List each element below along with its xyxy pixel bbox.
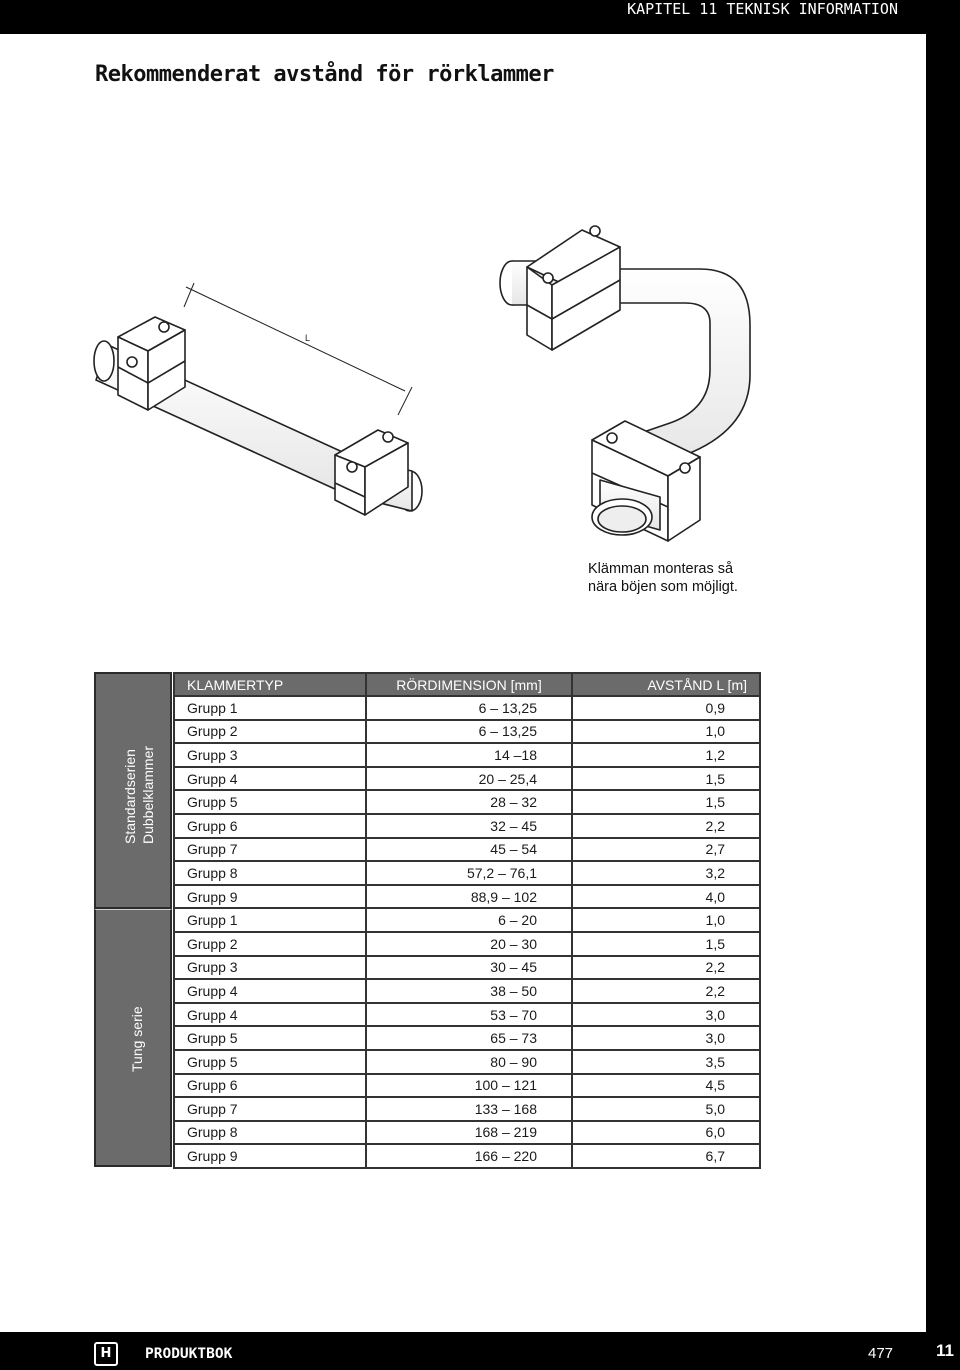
cell-pipe-dimension: 6 – 20 [366, 908, 572, 932]
cell-distance: 0,9 [572, 696, 760, 720]
cell-distance: 3,0 [572, 1026, 760, 1050]
cell-distance: 1,0 [572, 720, 760, 744]
cell-distance: 3,5 [572, 1050, 760, 1074]
cell-distance: 1,5 [572, 932, 760, 956]
table-row [174, 932, 760, 956]
table-row [174, 1121, 760, 1145]
cell-distance: 6,0 [572, 1121, 760, 1145]
column-header-clamp-type: KLAMMERTYP [174, 673, 366, 696]
cell-distance: 1,2 [572, 743, 760, 767]
cell-pipe-dimension: 32 – 45 [366, 814, 572, 838]
mounting-note-line1: Klämman monteras så [588, 561, 734, 577]
section-label-standard-line2: Dubbelklammer [140, 745, 156, 844]
cell-clamp-type: Grupp 5 [174, 1026, 366, 1050]
cell-pipe-dimension: 57,2 – 76,1 [366, 861, 572, 885]
cell-clamp-type: Grupp 4 [174, 979, 366, 1003]
table-row [174, 1144, 760, 1168]
table-row [174, 908, 760, 932]
table-row [174, 720, 760, 744]
table-body [174, 696, 760, 1168]
dimension-label: L [305, 333, 311, 343]
clamp-spacing-table [173, 672, 761, 1169]
table-row [174, 814, 760, 838]
cell-pipe-dimension: 20 – 30 [366, 932, 572, 956]
section-label-standard-line1: Standardserien [122, 749, 138, 844]
section-label-heavy [94, 909, 172, 1167]
cell-clamp-type: Grupp 8 [174, 1121, 366, 1145]
cell-clamp-type: Grupp 4 [174, 767, 366, 791]
cell-clamp-type: Grupp 3 [174, 956, 366, 980]
cell-clamp-type: Grupp 6 [174, 1074, 366, 1098]
table-row [174, 1074, 760, 1098]
cell-clamp-type: Grupp 6 [174, 814, 366, 838]
table-row [174, 790, 760, 814]
cell-distance: 3,2 [572, 861, 760, 885]
cell-pipe-dimension: 6 – 13,25 [366, 720, 572, 744]
table-row [174, 861, 760, 885]
cell-pipe-dimension: 30 – 45 [366, 956, 572, 980]
cell-distance: 3,0 [572, 1003, 760, 1027]
chapter-heading: KAPITEL 11 TEKNISK INFORMATION [627, 0, 898, 18]
column-header-pipe-dimension: RÖRDIMENSION [mm] [366, 673, 572, 696]
cell-pipe-dimension: 53 – 70 [366, 1003, 572, 1027]
cell-pipe-dimension: 100 – 121 [366, 1074, 572, 1098]
table-row [174, 1003, 760, 1027]
cell-clamp-type: Grupp 7 [174, 1097, 366, 1121]
cell-pipe-dimension: 20 – 25,4 [366, 767, 572, 791]
cell-clamp-type: Grupp 1 [174, 908, 366, 932]
cell-clamp-type: Grupp 4 [174, 1003, 366, 1027]
table-row [174, 956, 760, 980]
section-label-heavy-line1: Tung serie [129, 1006, 145, 1072]
cell-clamp-type: Grupp 9 [174, 1144, 366, 1168]
footer-bar [0, 1332, 960, 1370]
cell-clamp-type: Grupp 7 [174, 838, 366, 862]
table-row [174, 838, 760, 862]
cell-distance: 1,5 [572, 767, 760, 791]
cell-pipe-dimension: 168 – 219 [366, 1121, 572, 1145]
cell-distance: 2,7 [572, 838, 760, 862]
brand-logo: H [94, 1342, 118, 1366]
footer-label: PRODUKTBOK [145, 1346, 233, 1362]
cell-distance: 1,5 [572, 790, 760, 814]
cell-clamp-type: Grupp 3 [174, 743, 366, 767]
cell-clamp-type: Grupp 5 [174, 1050, 366, 1074]
section-label-standard [94, 672, 172, 909]
page-number: 477 [868, 1345, 894, 1362]
cell-clamp-type: Grupp 8 [174, 861, 366, 885]
table-row [174, 743, 760, 767]
cell-distance: 6,7 [572, 1144, 760, 1168]
cell-pipe-dimension: 88,9 – 102 [366, 885, 572, 909]
table-header-row [174, 673, 760, 696]
cell-pipe-dimension: 80 – 90 [366, 1050, 572, 1074]
cell-pipe-dimension: 65 – 73 [366, 1026, 572, 1050]
cell-clamp-type: Grupp 2 [174, 932, 366, 956]
header-bar [0, 0, 960, 34]
cell-clamp-type: Grupp 5 [174, 790, 366, 814]
cell-distance: 2,2 [572, 979, 760, 1003]
table-row [174, 696, 760, 720]
cell-clamp-type: Grupp 1 [174, 696, 366, 720]
table-row [174, 885, 760, 909]
table-row [174, 1097, 760, 1121]
cell-pipe-dimension: 38 – 50 [366, 979, 572, 1003]
table-row [174, 1026, 760, 1050]
cell-pipe-dimension: 45 – 54 [366, 838, 572, 862]
cell-pipe-dimension: 6 – 13,25 [366, 696, 572, 720]
page-title: Rekommenderat avstånd för rörklammer [95, 62, 554, 87]
cell-distance: 5,0 [572, 1097, 760, 1121]
cell-distance: 4,0 [572, 885, 760, 909]
chapter-number: 11 [936, 1341, 954, 1360]
clamp-top-right [527, 226, 620, 350]
table-row [174, 979, 760, 1003]
column-header-distance: AVSTÅND L [m] [572, 673, 760, 696]
cell-clamp-type: Grupp 2 [174, 720, 366, 744]
cell-distance: 2,2 [572, 814, 760, 838]
mounting-note [588, 560, 738, 596]
cell-pipe-dimension: 166 – 220 [366, 1144, 572, 1168]
cell-distance: 1,0 [572, 908, 760, 932]
cell-distance: 4,5 [572, 1074, 760, 1098]
cell-clamp-type: Grupp 9 [174, 885, 366, 909]
cell-pipe-dimension: 28 – 32 [366, 790, 572, 814]
cell-pipe-dimension: 133 – 168 [366, 1097, 572, 1121]
table-row [174, 767, 760, 791]
mounting-note-line2: nära böjen som möjligt. [588, 579, 738, 595]
table-row [174, 1050, 760, 1074]
cell-pipe-dimension: 14 –18 [366, 743, 572, 767]
cell-distance: 2,2 [572, 956, 760, 980]
chapter-edge-stripe [926, 0, 960, 1370]
pipe-clamp-illustration [60, 205, 780, 550]
